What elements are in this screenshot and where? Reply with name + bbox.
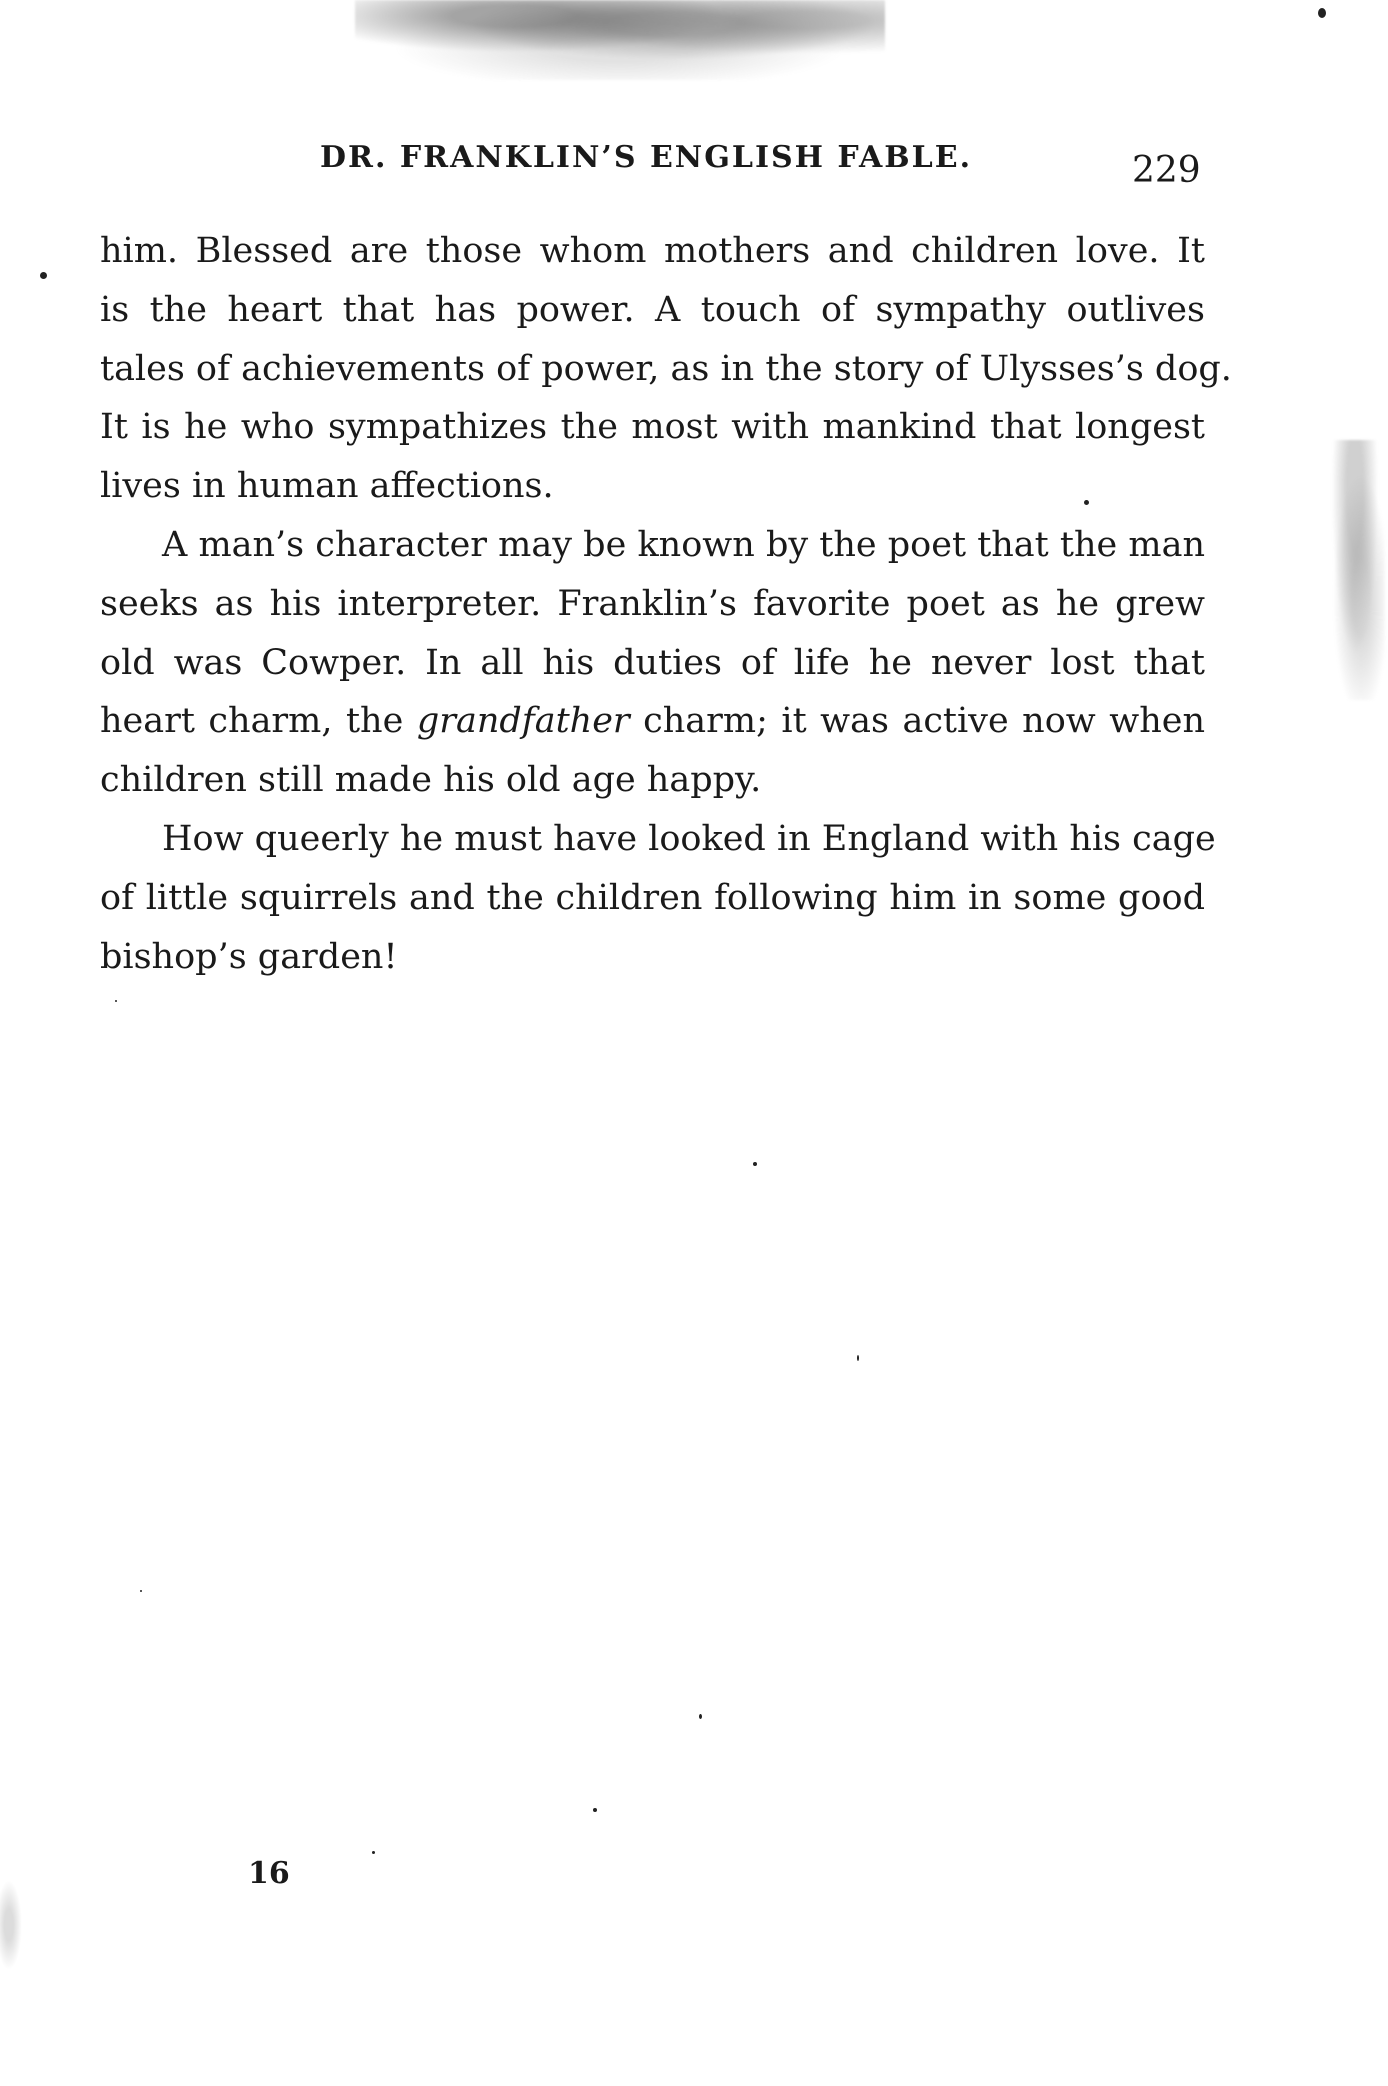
scan-smudge-bottom-left [0, 1880, 22, 1970]
speck [40, 272, 47, 279]
speck [857, 1355, 859, 1361]
paragraph-1 [100, 222, 1232, 516]
italic-word: grandfather [416, 701, 630, 742]
speck [1318, 8, 1326, 18]
speck [753, 1162, 757, 1166]
speck [115, 1000, 117, 1002]
text-line: How queerly he must have looked in England with his cage [162, 818, 1216, 859]
text-line: of little squirrels and the children following him in some good [100, 877, 1205, 918]
scan-smudge-top [355, 0, 885, 80]
text-line: A man’s character may be known by the poet that the man [162, 524, 1205, 565]
text-line: is the heart that has power. A touch of sympathy outlives [100, 289, 1205, 330]
text-line: old was Cowper. In all his duties of life he never lost that [100, 642, 1205, 683]
text-line: seeks as his interpreter. Franklin’s favorite poet as he grew [100, 583, 1205, 624]
text-line: lives in human affections. [100, 466, 554, 507]
text-line: tales of achievements of power, as in the story of Ulysses’s dog. [100, 348, 1232, 389]
text-run: charm; it was active now when [629, 701, 1206, 742]
text-line-with-italic [100, 692, 1205, 751]
text-line: bishop’s garden! [100, 936, 398, 977]
speck [140, 1590, 142, 1592]
running-head: DR. FRANKLIN’S ENGLISH FABLE. [320, 140, 973, 175]
paragraph-2 [100, 516, 1205, 810]
speck [593, 1808, 597, 1812]
text-line: him. Blessed are those whom mothers and children love. It [100, 231, 1205, 271]
text-line: It is he who sympathizes the most with mankind that longest [100, 407, 1205, 448]
speck [372, 1851, 375, 1854]
scan-smudge-right [1325, 440, 1385, 700]
printer-signature-mark: 16 [248, 1856, 290, 1891]
text-line: children still made his old age happy. [100, 760, 762, 801]
speck [699, 1714, 702, 1719]
paragraph-3 [100, 810, 1216, 986]
page-number: 229 [1132, 150, 1201, 191]
body-text [100, 222, 1232, 986]
text-run: heart charm, the [100, 701, 417, 742]
